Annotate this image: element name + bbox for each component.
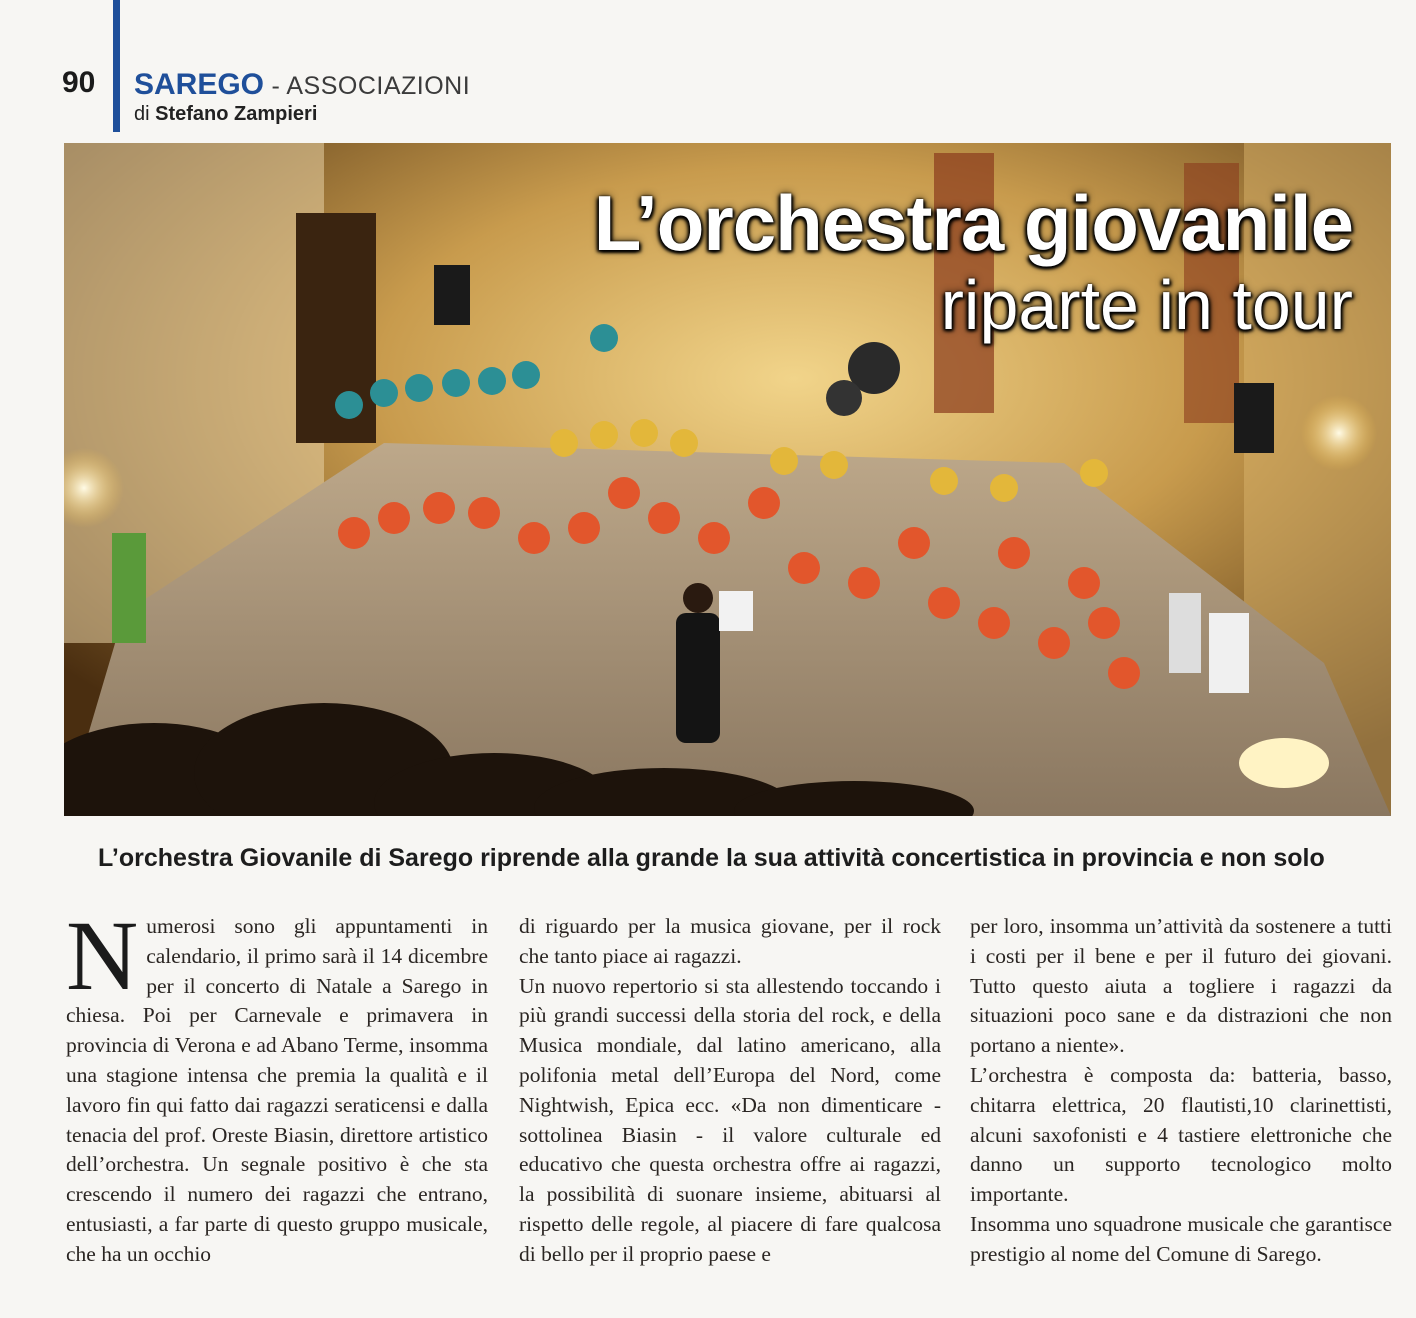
column-2-paragraph-1: di riguardo per la musica giovane, per il rock che tanto piace ai ragazzi. xyxy=(519,914,941,968)
author-name: Stefano Zampieri xyxy=(155,103,318,125)
section-heading xyxy=(134,66,470,105)
column-3-paragraph-1: per loro, insomma un’attività da sostenere a tutti i costi per il bene e per il futuro dei giovani. Tutto questo aiuta a togliere i ragazzi da situazioni poco sane e da distrazioni che non portano a niente». xyxy=(970,914,1392,1058)
article-column-2 xyxy=(519,912,941,1270)
article-subheading: L’orchestra Giovanile di Sarego riprende alla grande la sua attività concertistica in provincia e non solo xyxy=(98,844,1325,872)
column-2-paragraph-2: Un nuovo repertorio si sta allestendo toccando i più grandi successi della storia del rock, e della Musica mondiale, dal latino americano, alla polifonia metal dell’Europa del Nord, come Nightwish, Epica ecc. «Da non dimenticare - sottolinea Biasin - il valore culturale ed educativo che questa orchestra offre ai ragazzi, la possibilità di suonare insieme, abituarsi al rispetto delle regole, al piacere di fare qualcosa di bello per il proprio paese e xyxy=(519,973,941,1266)
column-1-text: umerosi sono gli appuntamenti in calendario, il primo sarà il 14 dicembre per il concerto di Natale a Sarego in chiesa. Poi per Carnevale e primavera in provincia di Verona e ad Abano Terme, insomma una stagione intensa che premia la qualità e il lavoro fin qui fatto dai ragazzi seraticensi e dalla tenacia del prof. Oreste Biasin, direttore artistico dell’orchestra. Un segnale positivo è che sta crescendo il numero dei ragazzi che entrano, entusiasti, a far parte di questo gruppo musicale, che ha un occhio xyxy=(66,914,488,1266)
dropcap: N xyxy=(66,900,139,1011)
article-title xyxy=(594,181,1353,345)
byline xyxy=(134,103,317,126)
title-line-1: L’orchestra giovanile xyxy=(593,179,1353,267)
column-3-paragraph-2: L’orchestra è composta da: batteria, basso, chitarra elettrica, 20 flautisti,10 clarinettisti, alcuni saxofonisti e 4 tastiere elettroniche che danno un supporto tecnologico molto importante. xyxy=(970,1062,1392,1207)
article-column-3 xyxy=(970,912,1392,1270)
title-line-2: riparte in tour xyxy=(940,266,1353,344)
section-name: SAREGO xyxy=(134,68,265,101)
section-category: - ASSOCIAZIONI xyxy=(264,72,471,100)
page-number: 90 xyxy=(62,66,96,99)
concert-photo xyxy=(64,143,1391,816)
column-3-paragraph-3: Insomma uno squadrone musicale che garantisce prestigio al nome del Comune di Sarego. xyxy=(970,1211,1392,1266)
section-accent-bar xyxy=(113,0,120,132)
article-column-1 xyxy=(66,900,488,1270)
byline-prefix: di xyxy=(134,103,156,125)
